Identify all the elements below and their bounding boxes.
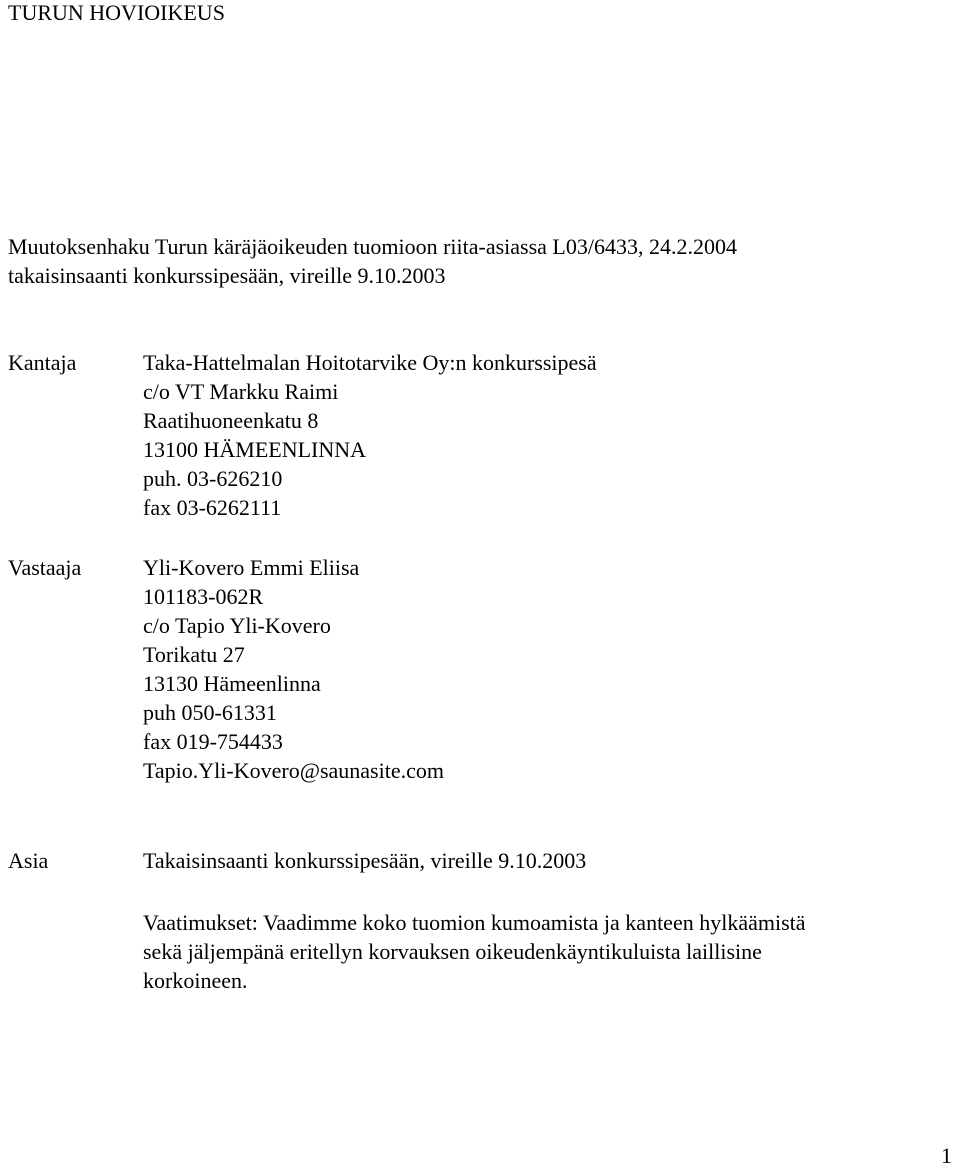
defendant-details: [143, 553, 444, 785]
plaintiff-details: [143, 348, 597, 522]
plaintiff-care-of: c/o VT Markku Raimi: [143, 379, 339, 404]
matter-value: Takaisinsaanti konkurssipesään, vireille 9.10.2003: [143, 848, 587, 873]
defendant-care-of: c/o Tapio Yli-Kovero: [143, 613, 331, 638]
plaintiff-name: Taka-Hattelmalan Hoitotarvike Oy:n konkurssipesä: [143, 350, 597, 375]
defendant-email: Tapio.Yli-Kovero@saunasite.com: [143, 758, 444, 783]
claims-paragraph: [143, 908, 806, 995]
defendant-name: Yli-Kovero Emmi Eliisa: [143, 555, 360, 580]
plaintiff-label: Kantaja: [8, 350, 77, 375]
claims-line: korkoineen.: [143, 968, 248, 993]
defendant-phone: puh 050-61331: [143, 700, 277, 725]
subject-line: takaisinsaanti konkurssipesään, vireille 9.10.2003: [8, 263, 446, 288]
claims-line: sekä jäljempänä eritellyn korvauksen oikeudenkäyntikuluista laillisine: [143, 939, 762, 964]
plaintiff-street: Raatihuoneenkatu 8: [143, 408, 319, 433]
claims-line: Vaatimukset: Vaadimme koko tuomion kumoamista ja kanteen hylkäämistä: [143, 910, 806, 935]
court-name: TURUN HOVIOIKEUS: [8, 0, 225, 25]
defendant-street: Torikatu 27: [143, 642, 245, 667]
defendant-label: Vastaaja: [8, 555, 82, 580]
defendant-city: 13130 Hämeenlinna: [143, 671, 321, 696]
subject-line: Muutoksenhaku Turun käräjäoikeuden tuomioon riita-asiassa L03/6433, 24.2.2004: [8, 234, 737, 259]
plaintiff-phone: puh. 03-626210: [143, 466, 283, 491]
defendant-id: 101183-062R: [143, 584, 264, 609]
case-subject: [8, 232, 737, 290]
page-number: 1: [941, 1143, 952, 1168]
plaintiff-city: 13100 HÄMEENLINNA: [143, 437, 367, 462]
plaintiff-fax: fax 03-6262111: [143, 495, 282, 520]
matter-label: Asia: [8, 848, 49, 873]
defendant-fax: fax 019-754433: [143, 729, 283, 754]
